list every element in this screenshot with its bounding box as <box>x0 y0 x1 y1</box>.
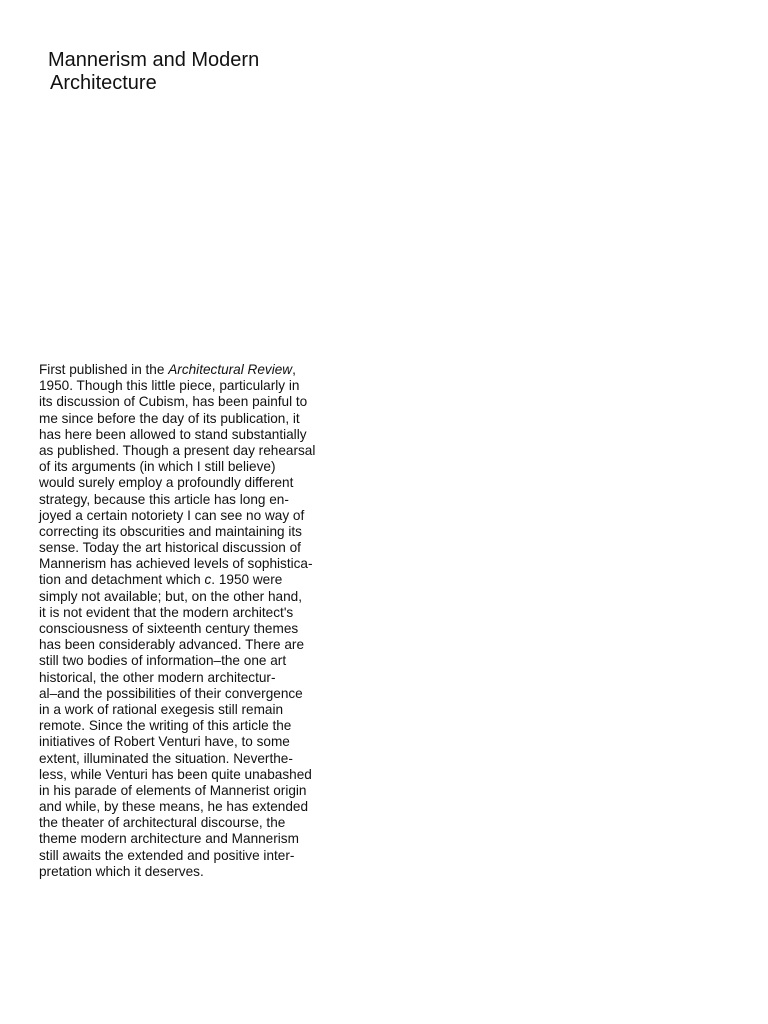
note-line <box>39 362 379 378</box>
note-line: would surely employ a profoundly different <box>39 475 294 491</box>
note-line: has here been allowed to stand substantially <box>39 426 307 442</box>
note-line: remote. Since the writing of this article the <box>39 718 292 734</box>
note-line: the theater of architectural discourse, the <box>39 815 286 831</box>
note-line: initiatives of Robert Venturi have, to some <box>39 734 290 750</box>
note-line: strategy, because this article has long en- <box>39 491 289 507</box>
page-title-line-2: Architecture <box>50 72 157 94</box>
note-line: still two bodies of information–the one art <box>39 653 287 669</box>
note-line: still awaits the extended and positive inter- <box>39 847 295 863</box>
note-line: Mannerism has achieved levels of sophistica- <box>39 556 313 572</box>
note-line-text: , <box>292 362 296 377</box>
note-line: correcting its obscurities and maintaining its <box>39 523 302 539</box>
note-line: in his parade of elements of Mannerist origin <box>39 782 307 798</box>
note-line: me since before the day of its publication, it <box>39 410 300 426</box>
page-title-line-1: Mannerism and Modern <box>48 49 260 71</box>
note-line: less, while Venturi has been quite unabashed <box>39 766 312 782</box>
note-line: al–and the possibilities of their convergence <box>39 685 303 701</box>
note-line: has been considerably advanced. There are <box>39 637 305 653</box>
note-line: consciousness of sixteenth century themes <box>39 621 299 636</box>
note-line: in a work of rational exegesis still remain <box>39 701 284 717</box>
note-line: 1950. Though this little piece, particularly in <box>39 378 300 394</box>
note-line: extent, illuminated the situation. Neverthe- <box>39 750 293 766</box>
note-line: theme modern architecture and Mannerism <box>39 831 299 847</box>
note-line: joyed a certain notoriety I can see no way of <box>39 507 305 523</box>
note-line: its discussion of Cubism, has been painful to <box>39 394 308 410</box>
note-line-italic: c <box>204 572 212 588</box>
note-line-text: tion and detachment which <box>39 572 205 588</box>
note-line: of its arguments (in which I still believe) <box>39 459 276 475</box>
note-line: and while, by these means, he has extended <box>39 799 309 815</box>
publication-note <box>39 362 379 880</box>
note-line: pretation which it deserves. <box>39 863 204 879</box>
note-line-italic: Architectural Review <box>168 362 293 377</box>
note-line: simply not available; but, on the other hand, <box>39 588 302 604</box>
note-line-text: First published in the <box>39 362 169 377</box>
note-line: as published. Though a present day rehearsal <box>39 442 316 458</box>
note-line: sense. Today the art historical discussion of <box>39 540 301 556</box>
note-line-text: . 1950 were <box>211 572 283 588</box>
note-line: historical, the other modern architectur- <box>39 669 276 685</box>
note-line: it is not evident that the modern architect's <box>39 604 294 620</box>
note-line <box>39 572 379 588</box>
page-title <box>48 49 368 95</box>
